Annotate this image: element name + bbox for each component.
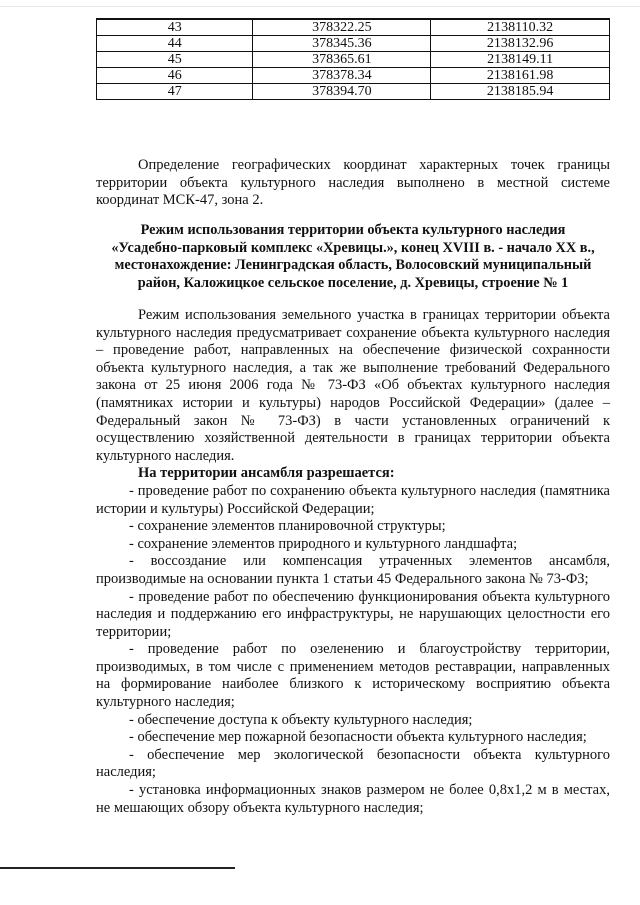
- list-item: - проведение работ по озеленению и благоустройству территории, производимых, в том числе с применением методов реставрации, направленных на формирование наиболее близкого к историческому восприятию объекта культурного наследия;: [96, 641, 610, 711]
- coordinate-note-text: Определение географических координат характерных точек границы территории объекта культурного наследия выполнено в местной системе координат МСК-47, зона 2.: [96, 157, 610, 209]
- point-number-cell: 45: [97, 52, 253, 68]
- table-row: [97, 68, 610, 84]
- heading-line: район, Каложицкое сельское поселение, д. Хревицы, строение № 1: [137, 274, 569, 291]
- list-item: - проведение работ по сохранению объекта культурного наследия (памятника истории и культуры) Российской Федерации;: [96, 482, 610, 517]
- table-row: [97, 19, 610, 36]
- point-number-cell: 46: [97, 68, 253, 84]
- point-number-cell: 44: [97, 36, 253, 52]
- table-row: [97, 84, 610, 100]
- x-coordinate-cell: 378365.61: [253, 52, 431, 68]
- point-number-cell: 47: [97, 84, 253, 100]
- list-item: - сохранение элементов планировочной структуры;: [129, 518, 446, 535]
- heading-line: «Усадебно-парковый комплекс «Хревицы.», конец XVIII в. - начало XX в.,: [111, 239, 595, 256]
- list-item: - сохранение элементов природного и культурного ландшафта;: [129, 535, 518, 552]
- regime-body: [96, 307, 610, 817]
- allowed-section-title: На территории ансамбля разрешается:: [138, 465, 395, 482]
- list-item: - воссоздание или компенсация утраченных элементов ансамбля, производимые на основании пункта 1 статьи 45 Федерального закона № 73-ФЗ;: [96, 553, 610, 587]
- list-item: - обеспечение доступа к объекту культурного наследия;: [129, 711, 473, 728]
- regime-paragraph: Режим использования земельного участка в границах территории объекта культурного наследия предусматривает сохранение объекта культурного наследия – проведение работ, направленных на обеспечение физической сохранности объекта культурного наследия, а так же выполнение требований Федерального закона от 25 июня 2006 года № 73-ФЗ «Об объектах культурного наследия (памятниках истории и культуры) народов Российской Федерации» (далее – Федеральный закон № 73-ФЗ) в части установленных ограничений к осуществлению хозяйственной деятельности в границах территории объекта культурного наследия.: [96, 307, 610, 464]
- list-item: - обеспечение мер экологической безопасности объекта культурного наследия;: [96, 746, 610, 781]
- scan-edge-bottom: [0, 867, 235, 869]
- table-row: [97, 52, 610, 68]
- table-row: [97, 36, 610, 52]
- list-item: - обеспечение мер пожарной безопасности объекта культурного наследия;: [129, 729, 587, 746]
- heading-line: Режим использования территории объекта культурного наследия: [140, 222, 566, 238]
- x-coordinate-cell: 378345.36: [253, 36, 431, 52]
- x-coordinate-cell: 378394.70: [253, 84, 431, 100]
- scan-edge-top: [0, 6, 640, 7]
- coordinate-system-note: [96, 157, 610, 210]
- list-item: - установка информационных знаков размером не более 0,8х1,2 м в местах, не мешающих обзору объекта культурного наследия;: [96, 782, 610, 816]
- coordinates-table: [96, 18, 610, 100]
- list-item: - проведение работ по обеспечению функционирования объекта культурного наследия и поддержанию его инфраструктуры, не нарушающих целостности его территории;: [96, 588, 610, 640]
- y-coordinate-cell: 2138132.96: [431, 36, 610, 52]
- x-coordinate-cell: 378322.25: [253, 19, 431, 36]
- y-coordinate-cell: 2138185.94: [431, 84, 610, 100]
- y-coordinate-cell: 2138149.11: [431, 52, 610, 68]
- heading-line: местонахождение: Ленинградская область, Волосовский муниципальный: [114, 257, 592, 273]
- y-coordinate-cell: 2138161.98: [431, 68, 610, 84]
- y-coordinate-cell: 2138110.32: [431, 19, 610, 36]
- point-number-cell: 43: [97, 19, 253, 36]
- regime-heading: [96, 222, 610, 292]
- x-coordinate-cell: 378378.34: [253, 68, 431, 84]
